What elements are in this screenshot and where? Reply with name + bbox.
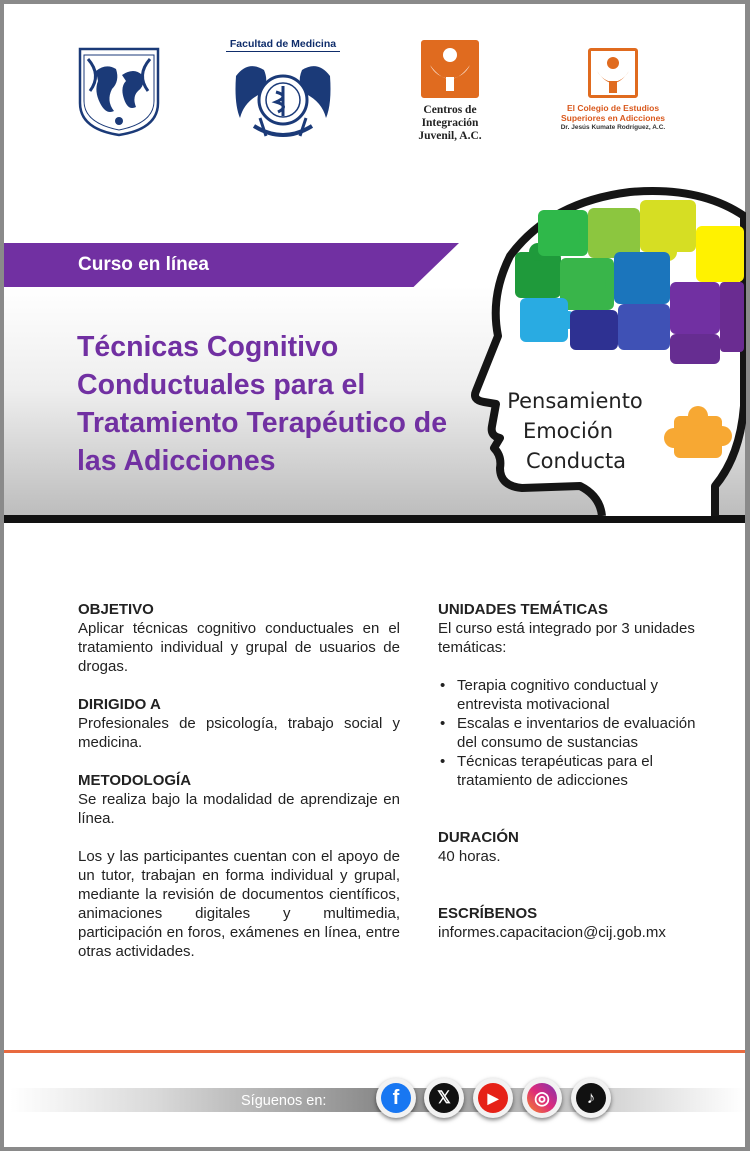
objetivo-heading: OBJETIVO	[78, 601, 154, 618]
youtube-button[interactable]	[473, 1078, 513, 1118]
puzzle-piece-purple-dark	[720, 282, 744, 352]
cij-line-3: Juvenil, A.C.	[418, 130, 482, 142]
footer-divider	[4, 1050, 745, 1053]
head-word-pensamiento: Pensamiento	[507, 389, 643, 413]
puzzle-piece-purple	[670, 282, 720, 334]
follow-label: Síguenos en:	[241, 1093, 327, 1109]
objetivo-text: Aplicar técnicas cognitivo conductuales en el tratamiento individual y grupal de usuarios de drogas.	[78, 620, 400, 675]
colegio-line-2: Superiores en Adicciones	[560, 113, 666, 123]
colegio-logo	[548, 48, 678, 138]
course-title: Técnicas Cognitivo Conductuales para el Tratamiento Terapéutico de las Adicciones	[77, 331, 448, 477]
puzzle-piece-blue	[614, 252, 670, 304]
puzzle-piece-navy	[570, 310, 618, 350]
unam-seal-logo	[76, 45, 162, 137]
unidades-text: El curso está integrado por 3 unidades temáticas:	[438, 620, 695, 656]
head-word-conducta: Conducta	[525, 449, 627, 473]
duracion-heading: DURACIÓN	[438, 829, 519, 846]
x-icon: 𝕏	[429, 1083, 459, 1113]
metodologia-text: Se realiza bajo la modalidad de aprendizaje en línea.	[78, 791, 400, 827]
dirigido-heading: DIRIGIDO A	[78, 696, 161, 713]
facultad-medicina-logo	[226, 38, 340, 148]
contact-email-link[interactable]: informes.capacitacion@cij.gob.mx	[438, 924, 666, 941]
instagram-icon: ◎	[527, 1083, 557, 1113]
dirigido-text: Profesionales de psicología, trabajo social y medicina.	[78, 715, 400, 751]
list-item: • Técnicas terapéuticas para el tratamiento de adicciones	[438, 752, 698, 790]
head-word-emocion: Emoción	[522, 419, 614, 443]
course-type-label: Curso en línea	[78, 254, 209, 275]
metodologia-detail-text: Los y las participantes cuentan con el apoyo de un tutor, trabajan en forma individual y grupal, mediante la revisión de documentos científicos, animaciones digitales y multimedia, participación en foros, exámenes en línea, entre otras actividades.	[78, 848, 400, 960]
puzzle-head-illustration	[470, 186, 746, 522]
cij-line-2: Integración	[421, 117, 479, 129]
colegio-logo-text	[548, 103, 678, 133]
escribenos-heading: ESCRÍBENOS	[438, 905, 538, 922]
cij-logo	[408, 40, 492, 150]
facebook-icon: f	[381, 1083, 411, 1113]
list-item: • Escalas e inventarios de evaluación del consumo de sustancias	[438, 714, 698, 752]
metodologia-heading: METODOLOGÍA	[78, 772, 192, 789]
colegio-emblem-icon	[588, 48, 638, 98]
puzzle-piece-lime	[588, 208, 640, 258]
tiktok-icon: ♪	[576, 1083, 606, 1113]
unidades-heading: UNIDADES TEMÁTICAS	[438, 601, 609, 618]
tiktok-button[interactable]	[571, 1078, 611, 1118]
puzzle-piece-yellow	[696, 226, 744, 282]
instagram-button[interactable]	[522, 1078, 562, 1118]
unidades-list	[438, 676, 698, 790]
right-column	[438, 600, 698, 942]
cij-logo-text	[408, 104, 492, 143]
left-column	[78, 600, 400, 961]
youtube-icon: ▶	[478, 1083, 508, 1113]
puzzle-piece-violet	[670, 334, 720, 364]
x-button[interactable]	[424, 1078, 464, 1118]
duracion-text: 40 horas.	[438, 848, 501, 865]
course-type-band	[4, 243, 459, 287]
list-item: • Terapia cognitivo conductual y entrevista motivacional	[438, 676, 698, 714]
facebook-button[interactable]	[376, 1078, 416, 1118]
puzzle-piece-indigo	[618, 304, 670, 350]
fm-logo-text: Facultad de Medicina	[226, 38, 340, 52]
colegio-subtitle: Dr. Jesús Kumate Rodríguez, A.C.	[560, 124, 666, 131]
colegio-line-1: El Colegio de Estudios	[566, 103, 660, 113]
cij-emblem-icon	[421, 40, 479, 98]
cij-line-1: Centros de	[423, 104, 477, 116]
